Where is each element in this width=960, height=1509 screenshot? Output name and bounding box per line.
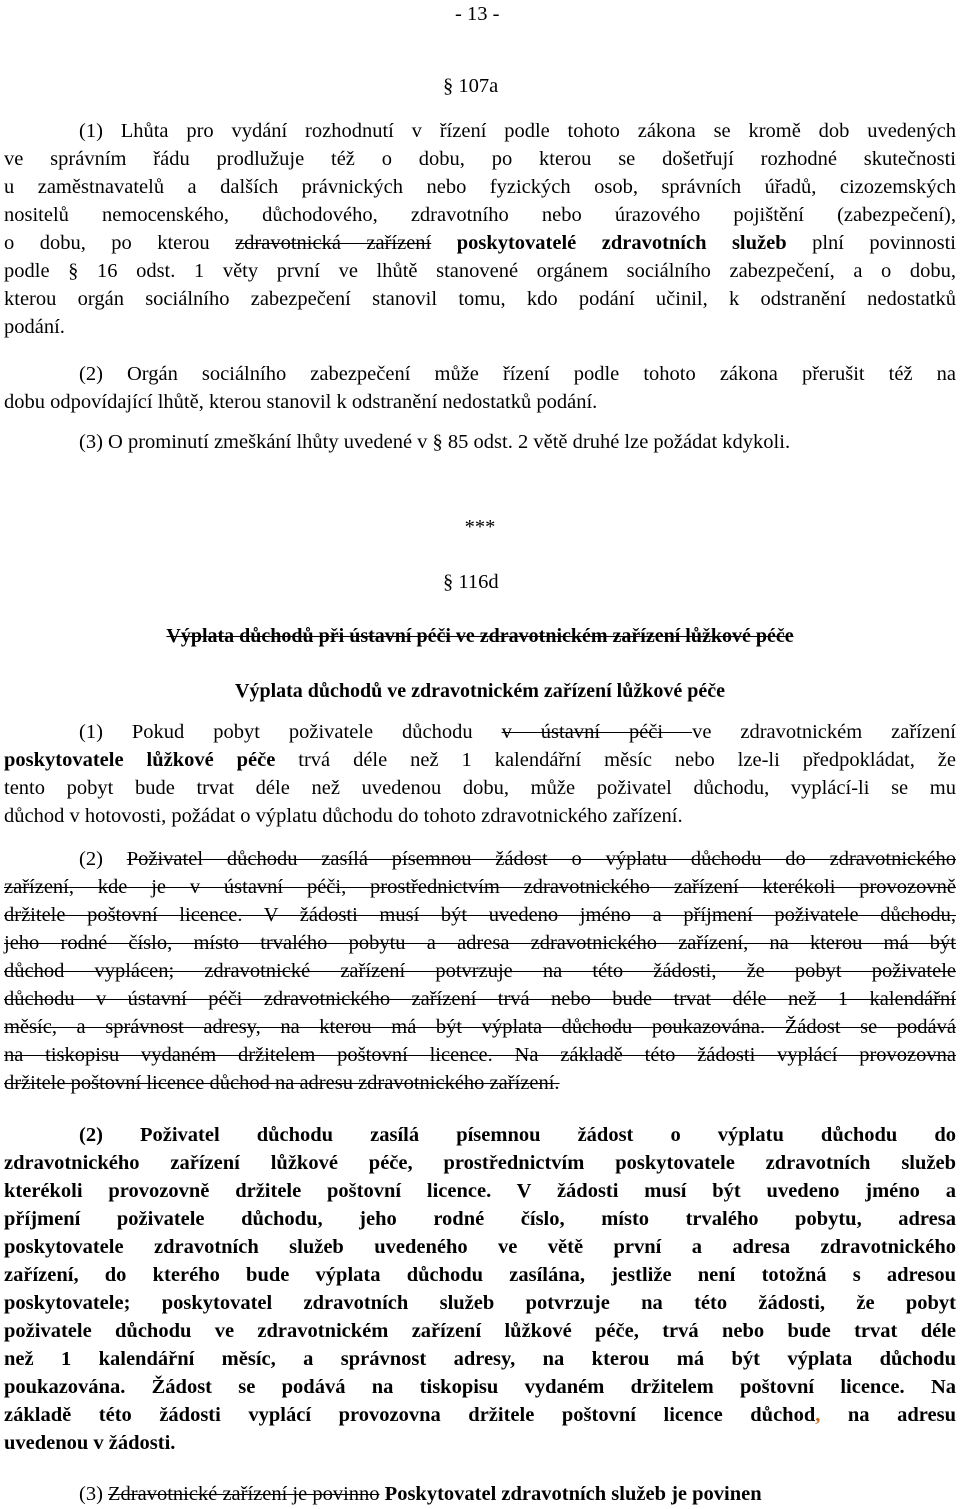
old-section-title [0,622,960,650]
separator: *** [464,516,496,538]
text-line: podle § 16 odst. 1 věty první ve lhůtě stanovené orgánem sociálního zabezpečení, a o dobu, [4,260,956,282]
deleted-text: zařízení, kde je v ústavní péči, prostřednictvím zdravotnického zařízení kterékoli provozovně [4,876,956,898]
text-line: podání. [4,316,65,338]
text-line [4,873,956,901]
text-line [4,957,956,985]
text-line [4,901,956,929]
deleted-text: zdravotnická zařízení [235,232,432,254]
deleted-text: měsíc, a správnost adresy, na kterou má být výplata důchodu poukazována. Žádost se podává [4,1016,956,1038]
text-line [4,1013,956,1041]
text-line [4,1480,956,1508]
text-line: u zaměstnavatelů a dalších právnických nebo fyzických osob, správních úřadů, cizozemských [4,176,956,198]
text-line: (3) O prominutí zmeškání lhůty uvedené v § 85 odst. 2 větě druhé lze požádat kdykoli. [79,431,791,453]
text-line: poskytovatele zdravotních služeb uvedeného ve větě první a adresa zdravotnického [4,1236,956,1258]
section-116d-paragraph-2-deleted [4,845,956,1097]
deleted-text: držitele poštovní licence. V žádosti musí být uvedeno jméno a příjmení poživatele důchodu, [4,904,956,926]
new-section-title: Výplata důchodů ve zdravotnickém zařízení lůžkové péče [235,680,725,702]
text-segment: na adresu [820,1404,956,1426]
text-segment: trvá déle než 1 kalendářní měsíc nebo lze-li předpokládat, že [275,749,956,771]
text-line [4,985,956,1013]
section-107a-heading: § 107a [443,75,499,97]
text-segment: (3) [79,1483,109,1505]
text-line: uvedenou v žádosti. [4,1432,176,1454]
deleted-text: držitele poštovní licence důchod na adresu zdravotnického zařízení. [4,1072,560,1094]
text-line [4,718,956,746]
deleted-text: v ústavní péči [501,721,693,743]
text-line: poživatele důchodu ve zdravotnickém zařízení lůžkové péče, trvá nebo bude trvat déle [4,1320,956,1342]
text-line: poukazována. Žádost se podává na tiskopisu vydaném držitelem poštovní licence. Na [4,1376,956,1398]
text-line: než 1 kalendářní měsíc, a správnost adresy, na kterou má být výplata důchodu [4,1348,956,1370]
inserted-text: poskytovatele lůžkové péče [4,749,276,771]
text-line: kterékoli provozovně držitele poštovní licence. V žádosti musí být uvedeno jméno a [4,1180,956,1202]
section-107a-paragraph-3 [4,428,956,456]
text-line: (2) Orgán sociálního zabezpečení může řízení podle tohoto zákona přerušit též na [79,363,956,385]
page-number: - 13 - [455,3,500,25]
inserted-text: Poskytovatel zdravotních služeb je povinen [379,1483,762,1505]
text-line [4,746,956,774]
text-line [4,845,956,873]
deleted-text: jeho rodné číslo, místo trvalého pobytu a adresa zdravotnického zařízení, na kterou má být [4,932,956,954]
text-line: kterou orgán sociálního zabezpečení stanovil tomu, kdo podání učinil, k odstranění nedostatků [4,288,956,310]
text-line [4,229,956,257]
text-segment: ve zdravotnickém zařízení [692,721,956,743]
highlighted-comma: , [815,1404,821,1426]
text-segment: o dobu, po kterou [4,232,236,254]
text-line [4,1401,956,1429]
text-segment: (2) [79,848,127,870]
section-116d-paragraph-3 [4,1480,956,1508]
text-line: příjmení poživatele důchodu, jeho rodné číslo, místo trvalého pobytu, adresa [4,1208,956,1230]
inserted-text: poskytovatelé zdravotních služeb [431,232,787,254]
text-line [4,1041,956,1069]
text-line: zařízení, do kterého bude výplata důchodu zasílána, jestliže není totožná s adresou [4,1264,956,1286]
section-107a-paragraph-1 [4,117,956,341]
deleted-text: Poživatel důchodu zasílá písemnou žádost o výplatu důchodu do zdravotnického [126,848,956,870]
deleted-text: důchodu v ústavní péči zdravotnického zařízení trvá nebo bude trvat déle než 1 kalendářní [4,988,956,1010]
section-116d-paragraph-1 [4,718,956,830]
deleted-text: důchod vyplácen; zdravotnické zařízení potvrzuje na této žádosti, že pobyt poživatele [4,960,956,982]
text-line: nositelů nemocenského, důchodového, zdravotního nebo úrazového pojištění (zabezpečení), [4,204,956,226]
deleted-text: na tiskopisu vydaném držitelem poštovní licence. Na základě této žádosti vyplácí provozovna [4,1044,956,1066]
text-line: tento pobyt bude trvat déle než uvedenou dobu, může poživatel důchodu, vyplácí-li se mu [4,777,956,799]
text-line: (2) Poživatel důchodu zasílá písemnou žádost o výplatu důchodu do [79,1124,956,1146]
text-line: ve správním řádu prodlužuje též o dobu, po kterou se došetřují rozhodné skutečnosti [4,148,956,170]
deleted-text: Zdravotnické zařízení je povinno [108,1483,380,1505]
text-segment: základě této žádosti vyplácí provozovna držitele poštovní licence důchod [4,1404,816,1426]
text-segment: plní povinnosti [786,232,956,254]
deleted-title: Výplata důchodů při ústavní péči ve zdravotnickém zařízení lůžkové péče [166,625,794,647]
text-line [4,929,956,957]
text-line: poskytovatele; poskytovatel zdravotních služeb potvrzuje na této žádosti, že pobyt [4,1292,956,1314]
text-line: (1) Lhůta pro vydání rozhodnutí v řízení podle tohoto zákona se kromě dob uvedených [79,120,956,142]
section-116d-heading: § 116d [443,571,499,593]
text-line: zdravotnického zařízení lůžkové péče, prostřednictvím poskytovatele zdravotních služeb [4,1152,956,1174]
section-107a-paragraph-2 [4,360,956,416]
text-segment: (1) Pokud pobyt poživatele důchodu [79,721,502,743]
text-line: dobu odpovídající lhůtě, kterou stanovil k odstranění nedostatků podání. [4,391,598,413]
section-116d-paragraph-2-new [4,1121,956,1457]
text-line: důchod v hotovosti, požádat o výplatu důchodu do tohoto zdravotnického zařízení. [4,805,683,827]
text-line [4,1069,956,1097]
